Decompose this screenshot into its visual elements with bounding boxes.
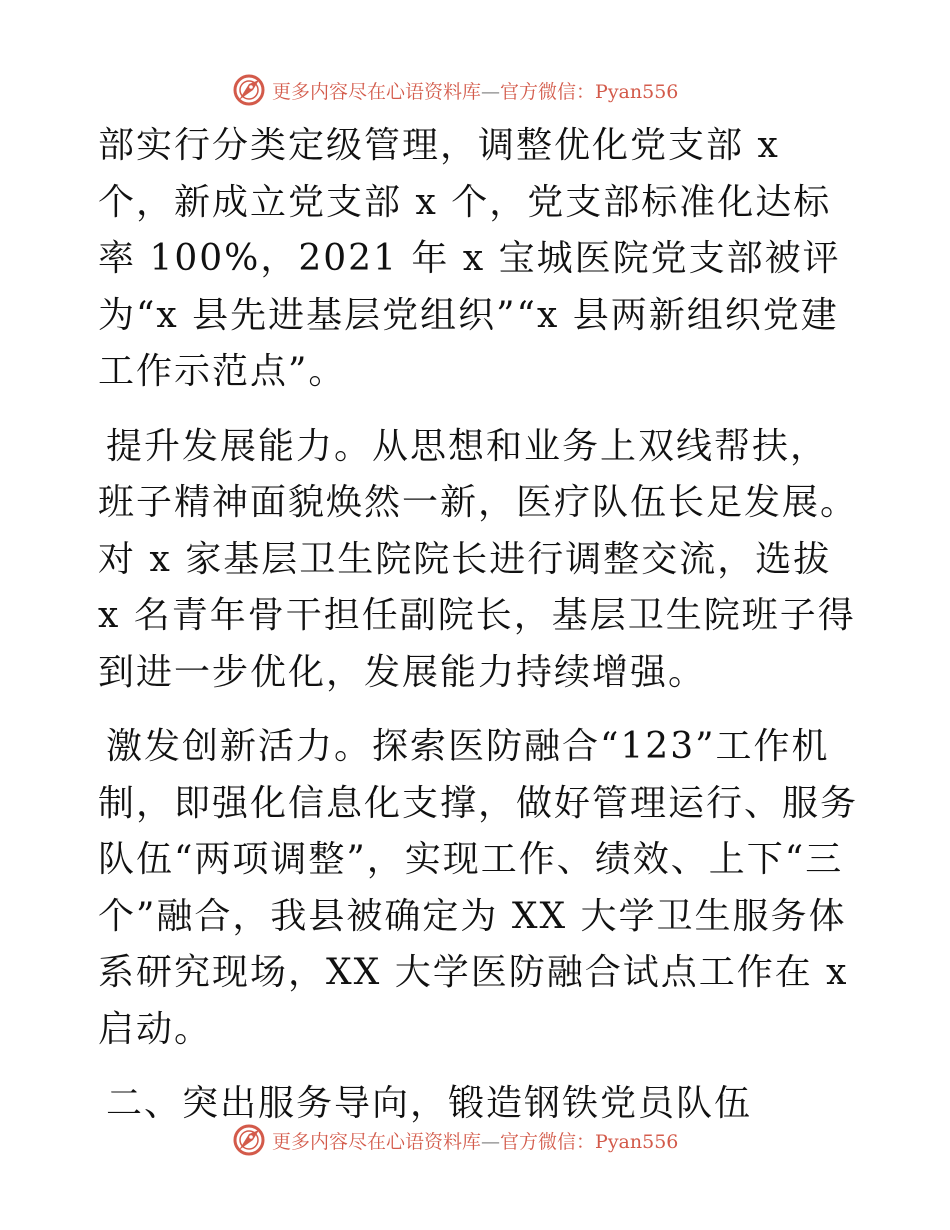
- watermark-wechat-id: Pyan556: [595, 1130, 679, 1153]
- paragraph-1: 部实行分类定级管理，调整优化党支部 x 个，新成立党支部 x 个，党支部标准化达标率 100%，2021 年 x 宝城医院党支部被评为“x 县先进基层党组织”“x 县两新组织党建工作示范点”。: [98, 125, 841, 392]
- watermark-separator: —: [481, 80, 501, 103]
- pen-nib-circle-icon: [232, 73, 266, 107]
- watermark-separator: —: [481, 1130, 501, 1153]
- paragraph-3: 激发创新活力。探索医防融合“123”工作机制，即强化信息化支撑，做好管理运行、服务队伍“两项调整”，实现工作、绩效、上下“三个”融合，我县被确定为 XX 大学卫生服务体系研究现场，XX 大学医防融合试点工作在 x 启动。: [98, 726, 859, 1050]
- watermark-sub-text: 官方微信：: [500, 80, 596, 103]
- watermark-wechat-id: Pyan556: [595, 80, 679, 103]
- section-heading: 二、突出服务导向，锻造钢铁党员队伍: [106, 1083, 753, 1124]
- watermark-sub-text: 官方微信：: [500, 1130, 596, 1153]
- footer-watermark: [232, 1120, 678, 1160]
- header-watermark: [232, 70, 678, 110]
- watermark-main-text: 更多内容尽在心语资料库: [272, 1130, 482, 1153]
- pen-nib-circle-icon: [232, 1123, 266, 1157]
- watermark-main-text: 更多内容尽在心语资料库: [272, 80, 482, 103]
- document-body: [98, 118, 858, 1151]
- paragraph-2: 提升发展能力。从思想和业务上双线帮扶，班子精神面貌焕然一新，医疗队伍长足发展。对 x 家基层卫生院院长进行调整交流，选拔 x 名青年骨干担任副院长，基层卫生院班子得到进一步优化，发展能力持续增强。: [98, 425, 859, 693]
